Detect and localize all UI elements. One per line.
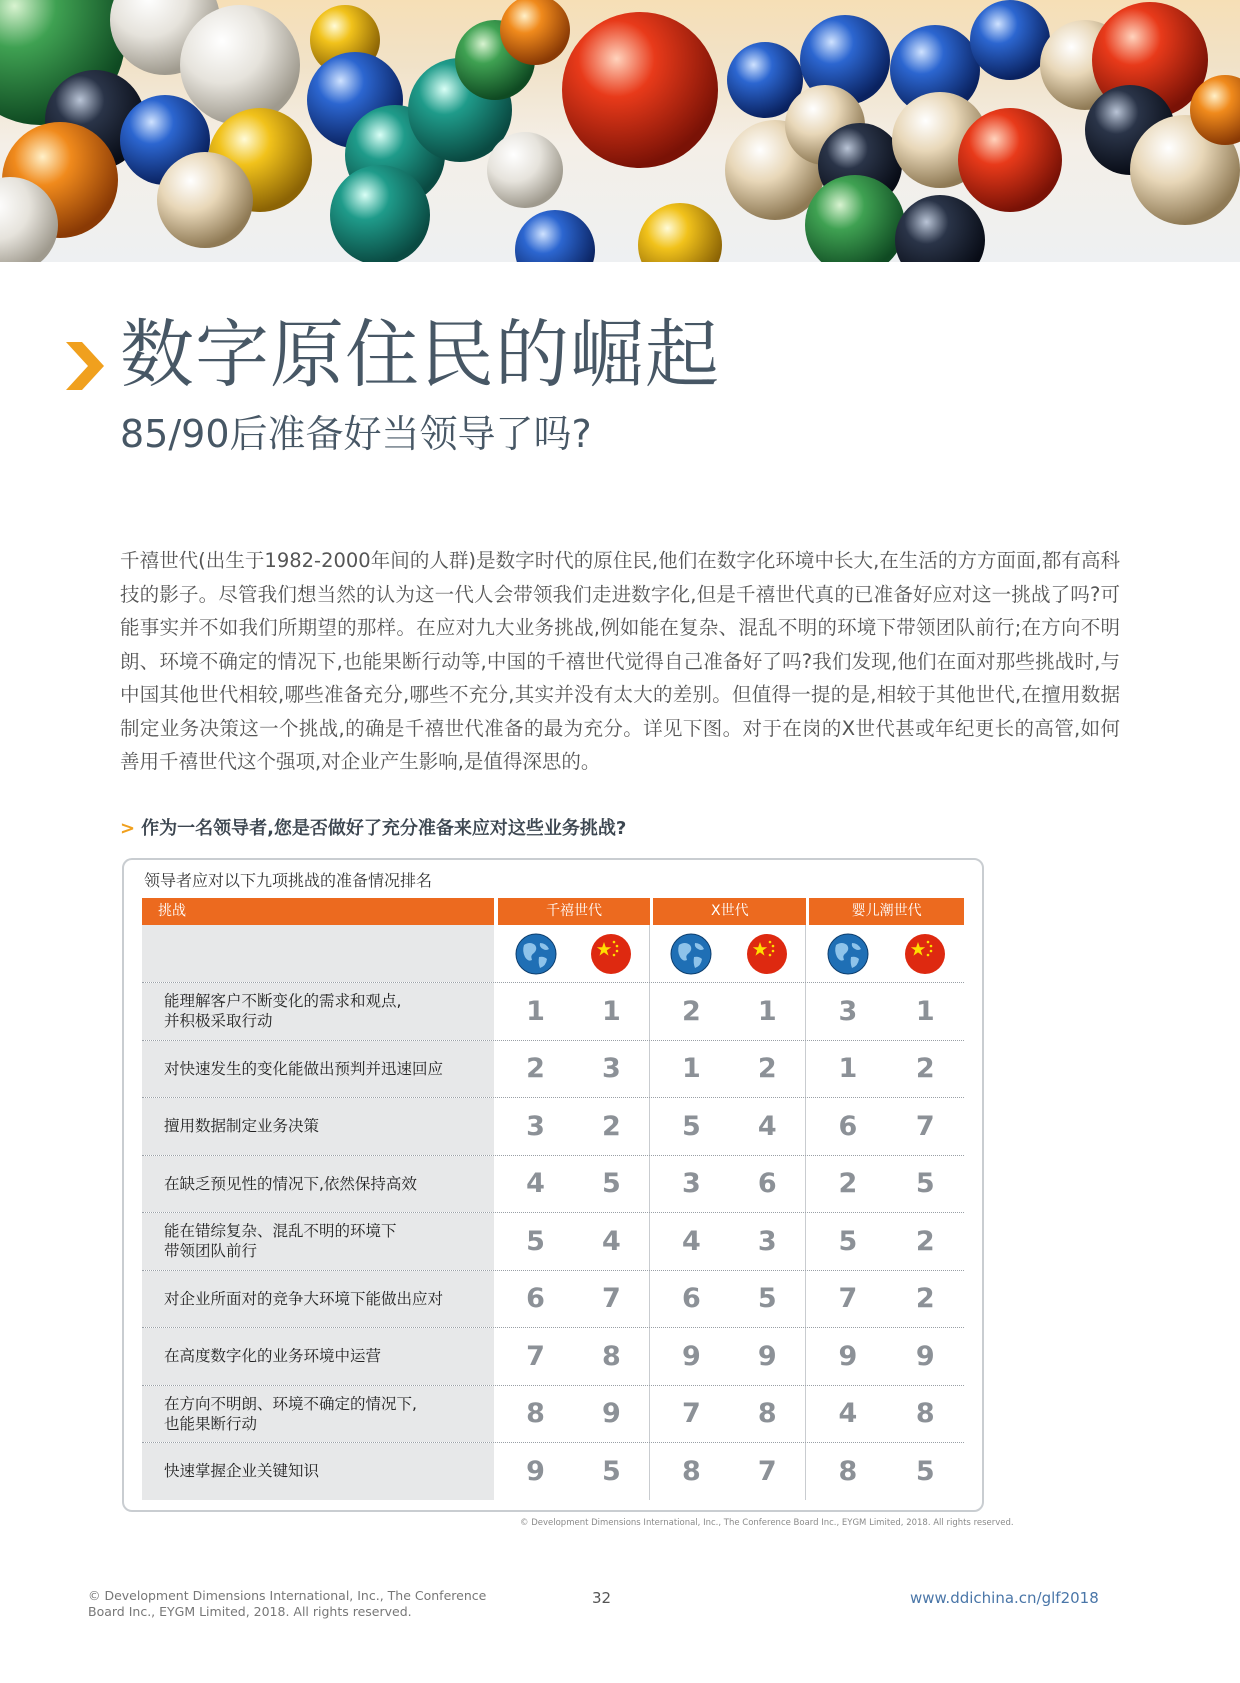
icon-row-blank — [142, 925, 494, 982]
ranking-table — [122, 858, 984, 1512]
icon-group — [809, 925, 964, 982]
global-rank: 7 — [838, 1283, 858, 1315]
global-rank: 5 — [681, 1110, 701, 1142]
section-heading-text: 作为一名领导者,您是否做好了充分准备来应对这些业务挑战? — [141, 818, 627, 839]
globe-icon — [515, 933, 557, 975]
china-flag-icon — [590, 933, 632, 975]
rank-group — [809, 1213, 964, 1270]
rank-group — [653, 1156, 806, 1213]
china-rank: 9 — [602, 1398, 621, 1430]
china-rank: 1 — [757, 995, 777, 1027]
footer-copyright: © Development Dimensions International, Inc., The Conference Board Inc., EYGM Limited, 2018. All rights reserved. — [88, 1588, 487, 1619]
globe-icon — [670, 933, 712, 975]
section-arrow: > — [120, 818, 136, 839]
icon-group — [653, 925, 806, 982]
rank-group — [498, 1443, 651, 1500]
challenge-label: 能在错综复杂、混乱不明的环境下 带领团队前行 — [142, 1213, 494, 1270]
global-rank: 2 — [681, 995, 701, 1027]
challenge-label: 在方向不明朗、环境不确定的情况下, 也能果断行动 — [142, 1386, 494, 1443]
rank-group — [653, 1041, 806, 1098]
china-rank: 9 — [915, 1340, 935, 1372]
table-row — [142, 983, 964, 1041]
global-rank: 9 — [838, 1340, 858, 1372]
global-rank: 6 — [526, 1283, 545, 1315]
challenge-label: 擅用数据制定业务决策 — [142, 1098, 494, 1155]
table-body — [142, 983, 964, 1500]
global-rank: 9 — [526, 1455, 545, 1487]
table-header-row — [142, 898, 964, 925]
rank-group — [498, 1098, 651, 1155]
rank-group — [498, 1386, 651, 1443]
global-rank: 7 — [681, 1398, 701, 1430]
china-rank: 8 — [602, 1340, 621, 1372]
global-rank: 1 — [681, 1053, 701, 1085]
china-rank: 5 — [602, 1455, 621, 1487]
china-rank: 5 — [915, 1455, 935, 1487]
china-rank: 2 — [915, 1225, 935, 1257]
china-rank: 2 — [915, 1053, 935, 1085]
global-rank: 5 — [838, 1225, 858, 1257]
rank-group — [498, 983, 651, 1040]
global-rank: 6 — [838, 1110, 858, 1142]
challenge-label: 对快速发生的变化能做出预判并迅速回应 — [142, 1041, 494, 1098]
table-row — [142, 1386, 964, 1444]
rank-group — [809, 1386, 964, 1443]
china-rank: 2 — [602, 1110, 621, 1142]
globe-icon — [827, 933, 869, 975]
header-challenge: 挑战 — [142, 898, 494, 925]
global-rank: 4 — [681, 1225, 701, 1257]
china-rank: 5 — [915, 1168, 935, 1200]
page-title: 数字原住民的崛起 — [120, 312, 720, 398]
rank-group — [498, 1156, 651, 1213]
challenge-label: 能理解客户不断变化的需求和观点, 并积极采取行动 — [142, 983, 494, 1040]
rank-group — [653, 1328, 806, 1385]
global-rank: 7 — [526, 1340, 545, 1372]
global-rank: 5 — [526, 1225, 545, 1257]
global-rank: 6 — [681, 1283, 701, 1315]
china-rank: 4 — [757, 1110, 777, 1142]
china-rank: 8 — [757, 1398, 777, 1430]
china-flag-icon — [746, 933, 788, 975]
global-rank: 9 — [681, 1340, 701, 1372]
global-rank: 2 — [526, 1053, 545, 1085]
intro-paragraph: 千禧世代(出生于1982-2000年间的人群)是数字时代的原住民,他们在数字化环境中长大,在生活的方方面面,都有高科技的影子。尽管我们想当然的认为这一代人会带领我们走进数字化,但是千禧世代真的已准备好应对这一挑战了吗?可能事实并不如我们所期望的那样。在应对九大业务挑战,例如能在复杂、混乱不明的环境下带领团队前行;在方向不明朗、环境不确定的情况下,也能果断行动等,中国的千禧世代觉得自己准备好了吗?我们发现,他们在面对那些挑战时,与中国其他世代相较,哪些准备充分,哪些不充分,其实并没有太大的差别。但值得一提的是,相较于其他世代,在擅用数据制定业务决策这一个挑战,的确是千禧世代准备的最为充分。详见下图。对于在岗的X世代甚或年纪更长的高管,如何善用千禧世代这个强项,对企业产生影响,是值得深思的。 — [120, 549, 1120, 773]
china-flag-icon — [904, 933, 946, 975]
rank-group — [498, 1213, 651, 1270]
rank-group — [498, 1328, 651, 1385]
footer-url[interactable]: www.ddichina.cn/glf2018 — [910, 1589, 1099, 1607]
header-baby-boomers: 婴儿潮世代 — [809, 898, 964, 925]
rank-group — [809, 1328, 964, 1385]
china-rank: 7 — [757, 1455, 777, 1487]
header-gen-x: X世代 — [653, 898, 806, 925]
global-rank: 3 — [838, 995, 858, 1027]
table-row — [142, 1098, 964, 1156]
china-rank: 8 — [915, 1398, 935, 1430]
global-rank: 3 — [526, 1110, 545, 1142]
china-rank: 3 — [757, 1225, 777, 1257]
rank-group — [809, 1041, 964, 1098]
table-row — [142, 1156, 964, 1214]
hero-marbles-image — [0, 0, 1240, 262]
source-note: © Development Dimensions International, Inc., The Conference Board Inc., EYGM Limited, 2018. All rights reserved. — [520, 1518, 1014, 1528]
global-rank: 8 — [838, 1455, 858, 1487]
rank-group — [809, 1443, 964, 1500]
rank-group — [653, 1271, 806, 1328]
rank-group — [498, 1041, 651, 1098]
china-rank: 2 — [757, 1053, 777, 1085]
rank-group — [653, 983, 806, 1040]
section-heading — [120, 814, 626, 840]
global-rank: 8 — [526, 1398, 545, 1430]
china-rank: 9 — [757, 1340, 777, 1372]
global-rank: 4 — [838, 1398, 858, 1430]
global-rank: 1 — [526, 995, 545, 1027]
challenge-label: 在高度数字化的业务环境中运营 — [142, 1328, 494, 1385]
table-row — [142, 1213, 964, 1271]
challenge-label: 在缺乏预见性的情况下,依然保持高效 — [142, 1156, 494, 1213]
page-subtitle: 85/90后准备好当领导了吗? — [120, 412, 592, 456]
china-rank: 3 — [602, 1053, 621, 1085]
icon-row — [142, 925, 964, 983]
page-number: 32 — [592, 1589, 612, 1607]
marbles-illustration — [0, 0, 1240, 262]
china-rank: 7 — [915, 1110, 935, 1142]
rank-group — [653, 1098, 806, 1155]
table-row — [142, 1328, 964, 1386]
table-row — [142, 1443, 964, 1500]
challenge-label: 快速掌握企业关键知识 — [142, 1443, 494, 1500]
header-millennials: 千禧世代 — [498, 898, 651, 925]
rank-group — [809, 983, 964, 1040]
table-row — [142, 1041, 964, 1099]
china-rank: 5 — [602, 1168, 621, 1200]
challenge-label: 对企业所面对的竞争大环境下能做出应对 — [142, 1271, 494, 1328]
global-rank: 8 — [681, 1455, 701, 1487]
global-rank: 4 — [526, 1168, 545, 1200]
china-rank: 4 — [602, 1225, 621, 1257]
china-rank: 6 — [757, 1168, 777, 1200]
rank-group — [809, 1098, 964, 1155]
chevron-right-icon — [66, 342, 106, 390]
rank-group — [809, 1271, 964, 1328]
rank-group — [653, 1443, 806, 1500]
rank-group — [653, 1213, 806, 1270]
china-rank: 2 — [915, 1283, 935, 1315]
global-rank: 1 — [838, 1053, 858, 1085]
rank-group — [498, 1271, 651, 1328]
china-rank: 7 — [602, 1283, 621, 1315]
icon-group — [498, 925, 651, 982]
table-row — [142, 1271, 964, 1329]
china-rank: 1 — [915, 995, 935, 1027]
global-rank: 3 — [681, 1168, 701, 1200]
table-caption: 领导者应对以下九项挑战的准备情况排名 — [144, 871, 433, 890]
china-rank: 1 — [602, 995, 621, 1027]
ranking-grid — [142, 898, 964, 1500]
rank-group — [653, 1386, 806, 1443]
global-rank: 2 — [838, 1168, 858, 1200]
rank-group — [809, 1156, 964, 1213]
china-rank: 5 — [757, 1283, 777, 1315]
